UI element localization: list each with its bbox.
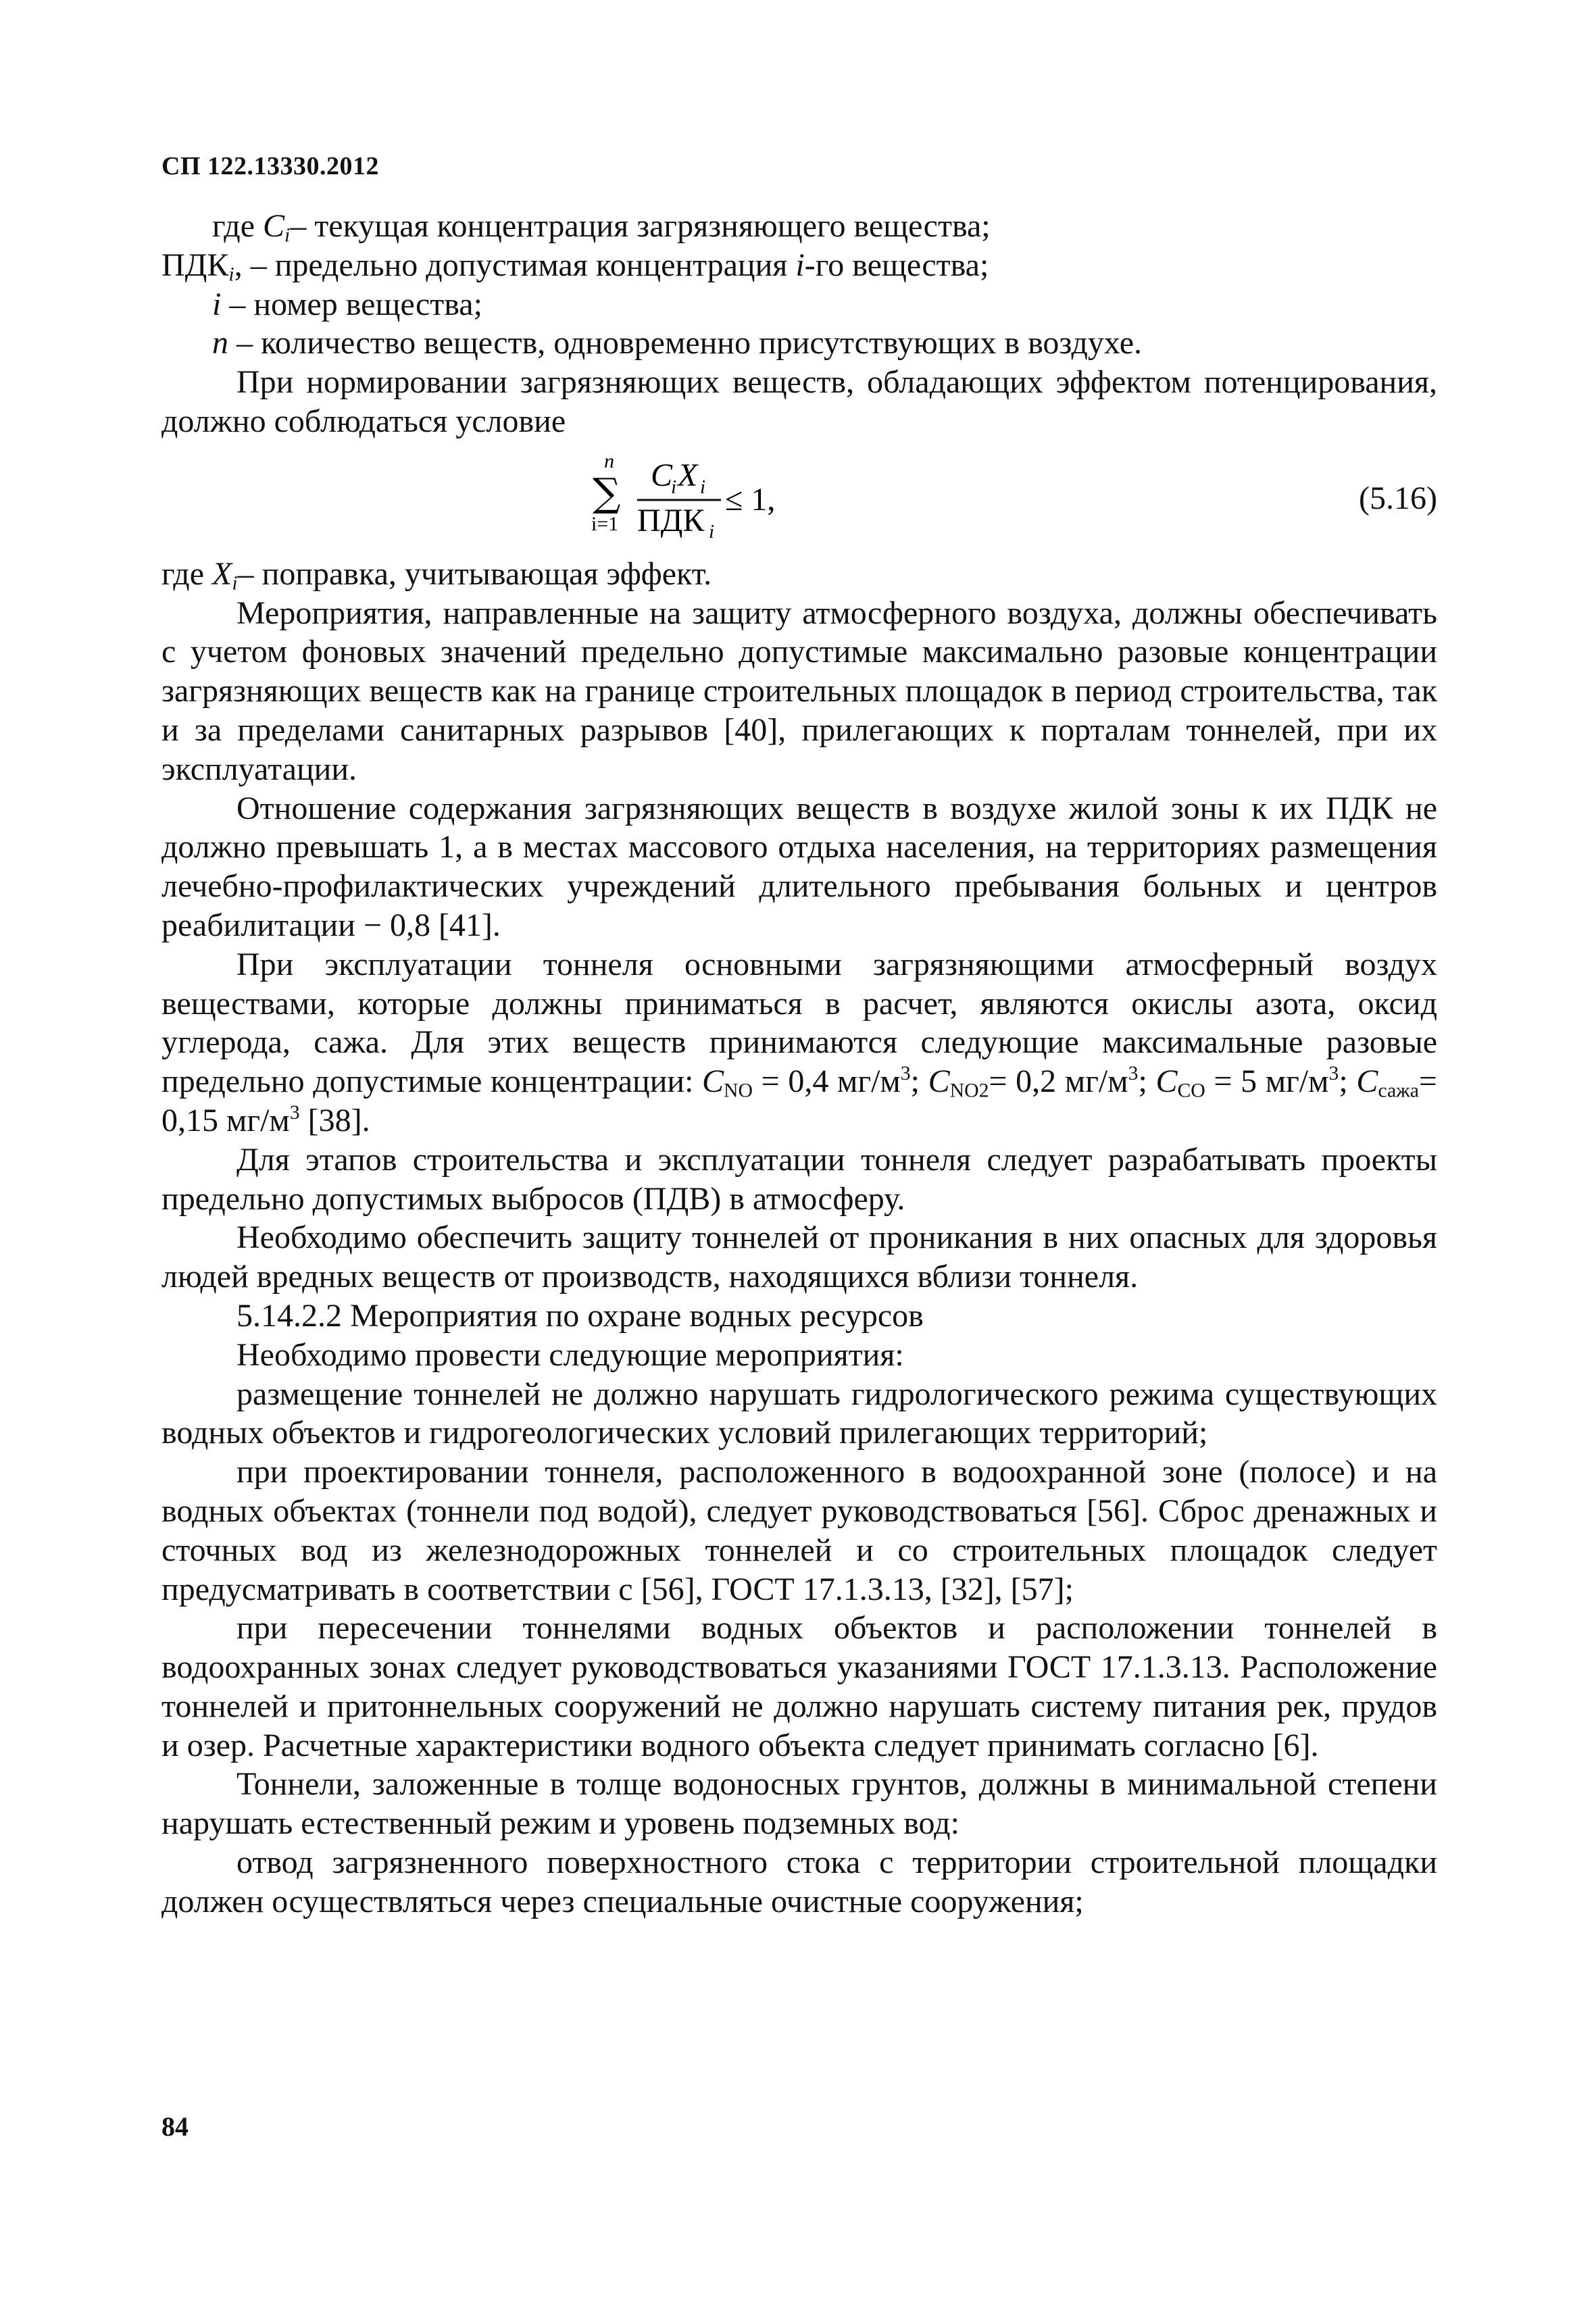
separator-2: ; <box>1138 1063 1156 1100</box>
x-definition-text: – поправка, учитывающая эффект. <box>237 555 712 592</box>
paragraph-aquifer: Тоннели, заложенные в толще водоносных грунтов, должны в минимальной степени нарушать естественный режим и уровень подземных вод: <box>161 1766 1437 1842</box>
x-subscript: i <box>232 572 238 595</box>
list-item-crossing: при пересечении тоннелями водных объектов и расположении тоннелей в водоохранных зонах следует руководствоваться указаниями ГОСТ 17.1.3.13. Расположение тоннелей и притоннельных сооружений не должно нарушать систему питания рек, прудов и озер. Расчетные характеристики водного объекта следует принимать согласно [6]. <box>161 1610 1437 1763</box>
list-item-placement: размещение тоннелей не должно нарушать гидрологического режима существующих водных объектов и гидрогеологических условий прилегающих территорий; <box>161 1376 1437 1451</box>
numerator-x-subscript: i <box>700 476 706 498</box>
page-body <box>161 207 1437 1921</box>
c-no2-subscript: NO2 <box>949 1079 989 1102</box>
i-definition-text: – номер вещества; <box>221 286 482 322</box>
c-no2-value: = 0,2 мг/м <box>989 1063 1128 1100</box>
c-co-unit-power: 3 <box>1328 1062 1339 1085</box>
x-where: где <box>161 555 213 592</box>
i-symbol: i <box>212 286 222 322</box>
n-symbol: n <box>212 325 228 361</box>
c-no2-unit-power: 3 <box>1128 1062 1139 1085</box>
definition-x <box>161 555 1437 594</box>
c-no2-symbol: C <box>928 1063 950 1100</box>
c-co-subscript: CO <box>1177 1079 1205 1102</box>
denominator-subscript: i <box>709 520 715 543</box>
definition-pdk <box>161 246 1437 285</box>
list-item-runoff: отвод загрязненного поверхностного стока с территории строительной площадки должен осуществляться через специальные очистные сооружения; <box>161 1844 1437 1919</box>
c-no-symbol: C <box>702 1063 724 1100</box>
c-soot-value: = 0,15 мг/м <box>161 1063 1437 1138</box>
definition-c <box>161 207 1437 246</box>
paragraph-pdk-ratio: Отношение содержания загрязняющих веществ в воздухе жилой зоны к их ПДК не должно превышать 1, а в местах массового отдыха населения, на территориях размещения лечебно-профилактических учреждений длительного пребывания больных и центров реабилитации − 0,8 [41]. <box>161 790 1437 943</box>
paragraph-potentiation: При нормировании загрязняющих веществ, обладающих эффектом потенцирования, должно соблюдаться условие <box>161 364 1437 439</box>
pdk-subscript: i <box>228 263 234 286</box>
pdk-definition-text: , – предельно допустимая концентрация <box>234 247 796 283</box>
c-soot-unit-power: 3 <box>289 1101 300 1124</box>
sum-upper-limit: n <box>604 449 614 472</box>
c-no-unit-power: 3 <box>900 1062 911 1085</box>
c-symbol: C <box>263 208 285 244</box>
section-heading-water: 5.14.2.2 Мероприятия по охране водных ресурсов <box>236 1297 924 1334</box>
pdk-index: i <box>795 247 805 283</box>
n-definition-text: – количество веществ, одновременно присутствующих в воздухе. <box>228 325 1143 361</box>
sum-sign: ∑ <box>593 469 621 515</box>
pdk-symbol: ПДК <box>161 247 229 283</box>
definitions-list <box>161 207 1437 363</box>
numerator-c-subscript: i <box>671 476 677 498</box>
equation-number: (5.16) <box>1359 480 1437 516</box>
operation-reference: [38]. <box>299 1102 370 1138</box>
c-soot-subscript: сажа <box>1378 1079 1419 1102</box>
pdk-definition-tail: -го вещества; <box>804 247 989 283</box>
paragraph-pdv: Для этапов строительства и эксплуатации тоннеля следует разрабатывать проекты предельно допустимых выбросов (ПДВ) в атмосферу. <box>161 1141 1437 1217</box>
c-co-symbol: C <box>1155 1063 1178 1100</box>
paragraph-operation-pollutants <box>161 945 1437 1140</box>
list-item-design: при проектировании тоннеля, расположенного в водоохранной зоне (полосе) и на водных объектах (тоннели под водой), следует руководствоваться [56]. Сброс дренажных и сточных вод из железнодорожных тоннелей и со строительных площадок следует предусматривать в соответствии с [56], ГОСТ 17.1.3.13, [32], [57]; <box>161 1454 1437 1607</box>
denominator-pdk: ПДК <box>637 502 705 538</box>
c-no-subscript: NO <box>724 1079 753 1102</box>
c-co-value: = 5 мг/м <box>1205 1063 1329 1100</box>
separator-3: ; <box>1339 1063 1357 1100</box>
separator-1: ; <box>910 1063 928 1100</box>
c-no-value: = 0,4 мг/м <box>753 1063 901 1100</box>
paragraph-air-protection: Мероприятия, направленные на защиту атмосферного воздуха, должны обеспечивать с учетом фоновых значений предельно допустимые максимально разовые концентрации загрязняющих веществ как на границе строительных площадок в период строительства, так и за пределами санитарных разрывов [40], прилегающих к порталам тоннелей, при их эксплуатации. <box>161 595 1437 787</box>
c-subscript: i <box>284 224 291 247</box>
numerator-c: C <box>651 457 673 493</box>
definition-i <box>161 285 1437 324</box>
inequality: ≤ 1, <box>725 481 776 518</box>
formula-graphic <box>591 441 834 555</box>
c-soot-symbol: C <box>1356 1063 1378 1100</box>
sum-lower-limit: i=1 <box>591 512 619 535</box>
paragraph-tunnel-protection: Необходимо обеспечить защиту тоннелей от проникания в них опасных для здоровья людей вредных веществ от производств, находящихся вблизи тоннеля. <box>161 1219 1437 1295</box>
formula-5-16 <box>591 441 834 555</box>
numerator-x: X <box>678 457 698 493</box>
definition-where: где <box>212 208 264 244</box>
page-number: 84 <box>161 2111 189 2142</box>
document-code-header: СП 122.13330.2012 <box>161 152 379 180</box>
definition-n <box>161 324 1437 363</box>
x-symbol: X <box>212 555 232 592</box>
formula-row <box>161 441 1437 555</box>
operation-text: При эксплуатации тоннеля основными загрязняющими атмосферный воздух веществами, которые должны приниматься в расчет, являются окислы азота, оксид углерода, сажа. Для этих веществ принимаются следующие максимальные разовые предельно допустимые концентрации: <box>161 946 1437 1100</box>
paragraph-necessary-measures: Необходимо провести следующие мероприятия: <box>236 1336 904 1373</box>
c-definition-text: – текущая концентрация загрязняющего вещества; <box>290 208 991 244</box>
